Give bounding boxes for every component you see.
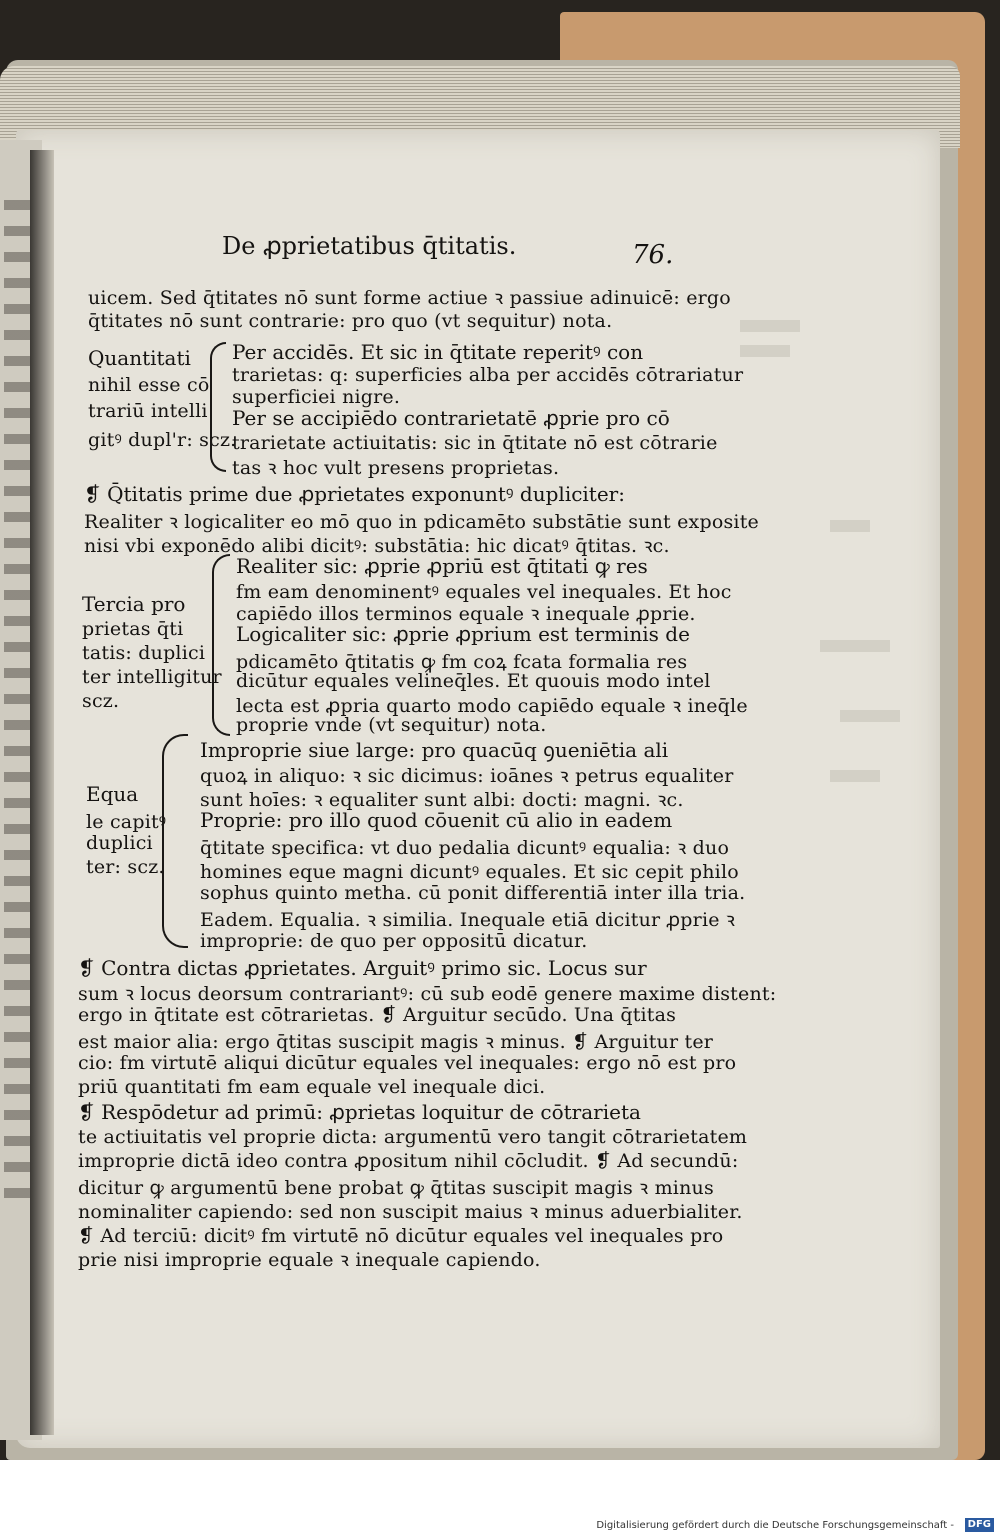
show-through-mark	[820, 640, 890, 652]
margin-note: Quantitati	[88, 346, 191, 370]
brace	[210, 342, 226, 472]
book-gutter	[30, 150, 54, 1435]
text-line: cio: fm virtutē aliqui dicūtur equales vel inequales: ergo nō est pro	[78, 1052, 737, 1074]
show-through-mark	[830, 770, 880, 782]
brace	[212, 554, 230, 736]
text-line: capiēdo illos terminos equale ꝛ inequale ꝓprie.	[236, 603, 696, 625]
show-through-mark	[740, 345, 790, 357]
margin-note: trariū intelli	[88, 400, 208, 422]
margin-note: le capitꝰ	[86, 811, 167, 833]
margin-note: nihil esse cō	[88, 374, 210, 396]
text-line: Eadem. Equalia. ꝛ similia. Inequale etiā dicitur ꝓprie ꝛ	[200, 909, 736, 931]
running-head: De ꝓprietatibus q̄titatis.	[222, 232, 517, 260]
text-line: Proprie: pro illo quod cōuenit cū alio in eadem	[200, 808, 673, 832]
margin-note: scz.	[82, 690, 120, 712]
margin-note: gitꝰ dupl'r: scz.	[88, 429, 237, 451]
margin-note: tatis: duplici	[82, 642, 206, 664]
text-line: trarietate actiuitatis: sic in q̄titate nō est cōtrarie	[232, 432, 718, 454]
digitization-credit: Digitalisierung gefördert durch die Deutsche Forschungsgemeinschaft -	[596, 1520, 954, 1531]
text-line: nisi vbi exponēdo alibi dicitꝰ: substātia: hic dicatꝰ q̄titas. ꝛc.	[84, 535, 670, 557]
text-line: homines eque magni dicuntꝰ equales. Et sic cepit philo	[200, 861, 739, 883]
text-line: sophus quinto metha. cū ponit differentiā inter illa tria.	[200, 882, 746, 904]
text-line: Realiter ꝛ logicaliter eo mō quo in pdicamēto substātie sunt exposite	[84, 511, 759, 533]
text-line: ergo in q̄titate est cōtrarietas. ❡ Arguitur secūdo. Una q̄titas	[78, 1004, 677, 1026]
text-line: improprie: de quo per oppositū dicatur.	[200, 930, 588, 952]
show-through-mark	[840, 710, 900, 722]
text-line: nominaliter capiendo: sed non suscipit maius ꝛ minus aduerbialiter.	[78, 1201, 743, 1223]
margin-note: ter intelligitur	[82, 666, 222, 688]
show-through-mark	[830, 520, 870, 532]
text-line: priū quantitati fm eam equale vel inequale dici.	[78, 1076, 546, 1098]
text-line: lecta est ꝓpria quarto modo capiēdo equale ꝛ ineq̄le	[236, 695, 748, 717]
text-line: ❡ Contra dictas ꝓprietates. Arguitꝰ primo sic. Locus sur	[78, 956, 647, 980]
text-line: sunt hoīes: ꝛ equaliter sunt albi: docti: magni. ꝛc.	[200, 789, 684, 811]
text-line: pdicamēto q̄titatis ꝙ fm coꝝ fcata formalia res	[236, 651, 688, 673]
text-line: Per se accipiēdo contrarietatē ꝓprie pro cō	[232, 406, 670, 430]
text-line: dicitur ꝙ argumentū bene probat ꝙ q̄titas suscipit magis ꝛ minus	[78, 1177, 714, 1199]
margin-note: Equa	[86, 782, 139, 806]
text-line: tas ꝛ hoc vult presens proprietas.	[232, 457, 560, 479]
text-line: sum ꝛ locus deorsum contrariantꝰ: cū sub eodē genere maxime distent:	[78, 983, 777, 1005]
text-line: q̄titate specifica: vt duo pedalia dicuntꝰ equalia: ꝛ duo	[200, 837, 730, 859]
text-line: Per accidēs. Et sic in q̄titate reperitꝰ con	[232, 340, 644, 364]
text-line: uicem. Sed q̄titates nō sunt forme actiue ꝛ passiue adinuicē: ergo	[88, 287, 731, 309]
dfg-logo: DFG	[965, 1518, 994, 1532]
text-line: est maior alia: ergo q̄titas suscipit magis ꝛ minus. ❡ Arguitur ter	[78, 1031, 714, 1053]
text-line: superficiei nigre.	[232, 386, 401, 408]
text-line: prie nisi improprie equale ꝛ inequale capiendo.	[78, 1249, 541, 1271]
text-line: ❡ Respōdetur ad primū: ꝓprietas loquitur de cōtrarieta	[78, 1100, 641, 1124]
text-line: Realiter sic: ꝓprie ꝓpriū est q̄titati ꝙ res	[236, 554, 648, 578]
page-number: 76.	[632, 240, 674, 270]
margin-note: prietas q̄ti	[82, 618, 184, 640]
text-line: quoꝝ in aliquo: ꝛ sic dicimus: ioānes ꝛ petrus equaliter	[200, 765, 734, 787]
margin-note: ter: scz.	[86, 856, 165, 878]
show-through-mark	[740, 320, 800, 332]
text-line: Logicaliter sic: ꝓprie ꝓprium est terminis de	[236, 622, 690, 646]
text-line: fm eam denominentꝰ equales vel inequales. Et hoc	[236, 581, 732, 603]
text-line: improprie dictā ideo contra ꝓpositum nihil cōcludit. ❡ Ad secundū:	[78, 1150, 739, 1172]
text-line: te actiuitatis vel proprie dicta: argumentū vero tangit cōtrarietatem	[78, 1126, 748, 1148]
text-line: q̄titates nō sunt contrarie: pro quo (vt sequitur) nota.	[88, 310, 613, 332]
margin-note: duplici	[86, 832, 153, 854]
text-line: proprie vnde (vt sequitur) nota.	[236, 714, 547, 736]
text-line: ❡ Ad terciū: dicitꝰ fm virtutē nō dicūtur equales vel inequales pro	[78, 1225, 724, 1247]
brace	[162, 734, 188, 948]
text-line: dicūtur equales velineq̄les. Et quouis modo intel	[236, 670, 711, 692]
text-line: Improprie siue large: pro quacūq ꝯueniētia ali	[200, 738, 669, 762]
margin-note: Tercia pro	[82, 592, 186, 616]
text-line: ❡ Q̄titatis prime due ꝓprietates exponuntꝰ dupliciter:	[84, 482, 625, 506]
text-line: trarietas: q: superficies alba per accidēs cōtrariatur	[232, 364, 744, 386]
